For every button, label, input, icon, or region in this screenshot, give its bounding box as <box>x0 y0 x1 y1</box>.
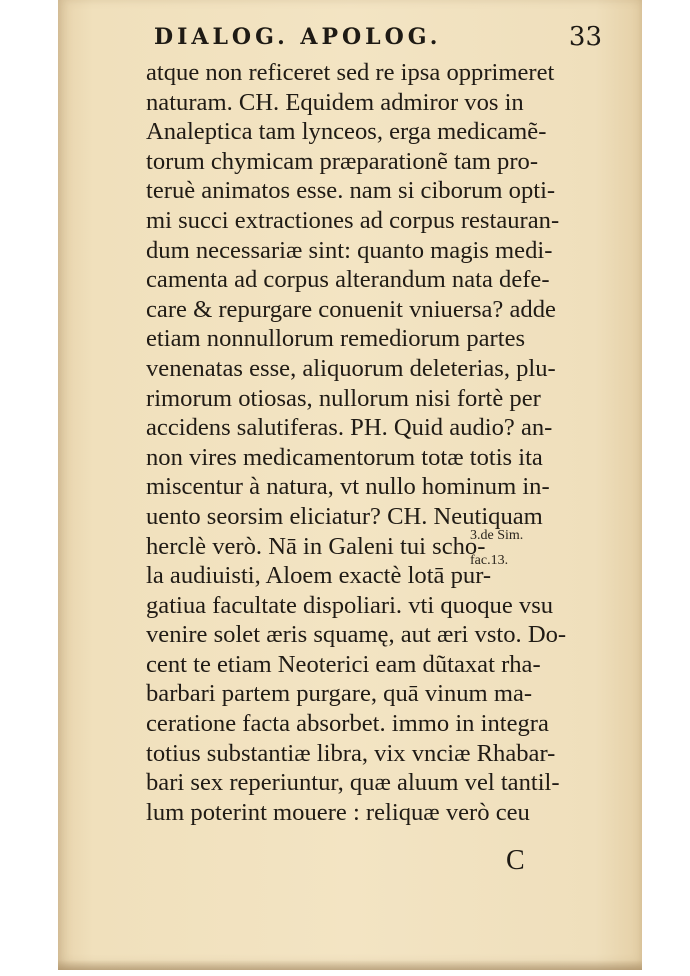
text-line: gatiua facultate dispoliari. vti quoque vsu <box>146 591 554 619</box>
text-line: camenta ad corpus alterandum nata defe- <box>146 266 550 294</box>
running-title: DIALOG. APOLOG. <box>154 24 442 50</box>
page-header <box>122 22 602 62</box>
text-line: herclè verò. Nā in Galeni tui scho- <box>146 532 486 560</box>
text-line: Analeptica tam lynceos, erga medicamẽ- <box>146 118 547 146</box>
text-line: etiam nonnullorum remediorum partes <box>146 325 526 353</box>
text-line: lum poterint mouere : reliquæ verò ceu <box>146 798 530 826</box>
text-line: ceratione facta absorbet. immo in integra <box>146 710 549 738</box>
text-line: teruè animatos esse. nam si ciborum opti- <box>146 177 556 205</box>
margin-note: 3.de Sim. <box>470 528 524 543</box>
text-line: torum chymicam præparationẽ tam pro- <box>146 147 539 175</box>
text-line: atque non reficeret sed re ipsa opprimeret <box>146 59 555 86</box>
catchword: C <box>506 845 525 876</box>
main-text <box>146 58 606 827</box>
book-page <box>58 0 642 970</box>
text-line: bari sex reperiuntur, quæ aluum vel tantil- <box>146 769 560 797</box>
text-line: cent te etiam Neoterici eam dũtaxat rha- <box>146 650 541 678</box>
text-line: care & repurgare conuenit vniuersa? adde <box>146 295 556 323</box>
text-line: rimorum otiosas, nullorum nisi fortè per <box>146 384 541 412</box>
text-line: non vires medicamentorum totæ totis ita <box>146 443 543 471</box>
text-line: miscentur à natura, vt nullo hominum in- <box>146 473 550 501</box>
page-number: 33 <box>568 22 602 52</box>
text-line: venire solet æris squamę, aut æri vsto. Do- <box>146 621 567 649</box>
text-line: accidens salutiferas. PH. Quid audio? an- <box>146 414 553 442</box>
margin-notes <box>470 523 550 573</box>
text-line: dum necessariæ sint: quanto magis medi- <box>146 236 553 264</box>
text-line: uento seorsim eliciatur? CH. Neutiquam <box>146 502 543 530</box>
text-line: naturam. CH. Equidem admiror vos in <box>146 88 524 116</box>
margin-note: fac.13. <box>470 553 509 568</box>
text-line: totius substantiæ libra, vix vnciæ Rhabar- <box>146 739 556 767</box>
text-line: venenatas esse, aliquorum deleterias, plu- <box>146 354 556 382</box>
text-line: mi succi extractiones ad corpus restauran- <box>146 206 560 234</box>
text-line: la audiuisti, Aloem exactè lotā pur- <box>146 562 492 590</box>
text-line: barbari partem purgare, quā vinum ma- <box>146 680 533 708</box>
